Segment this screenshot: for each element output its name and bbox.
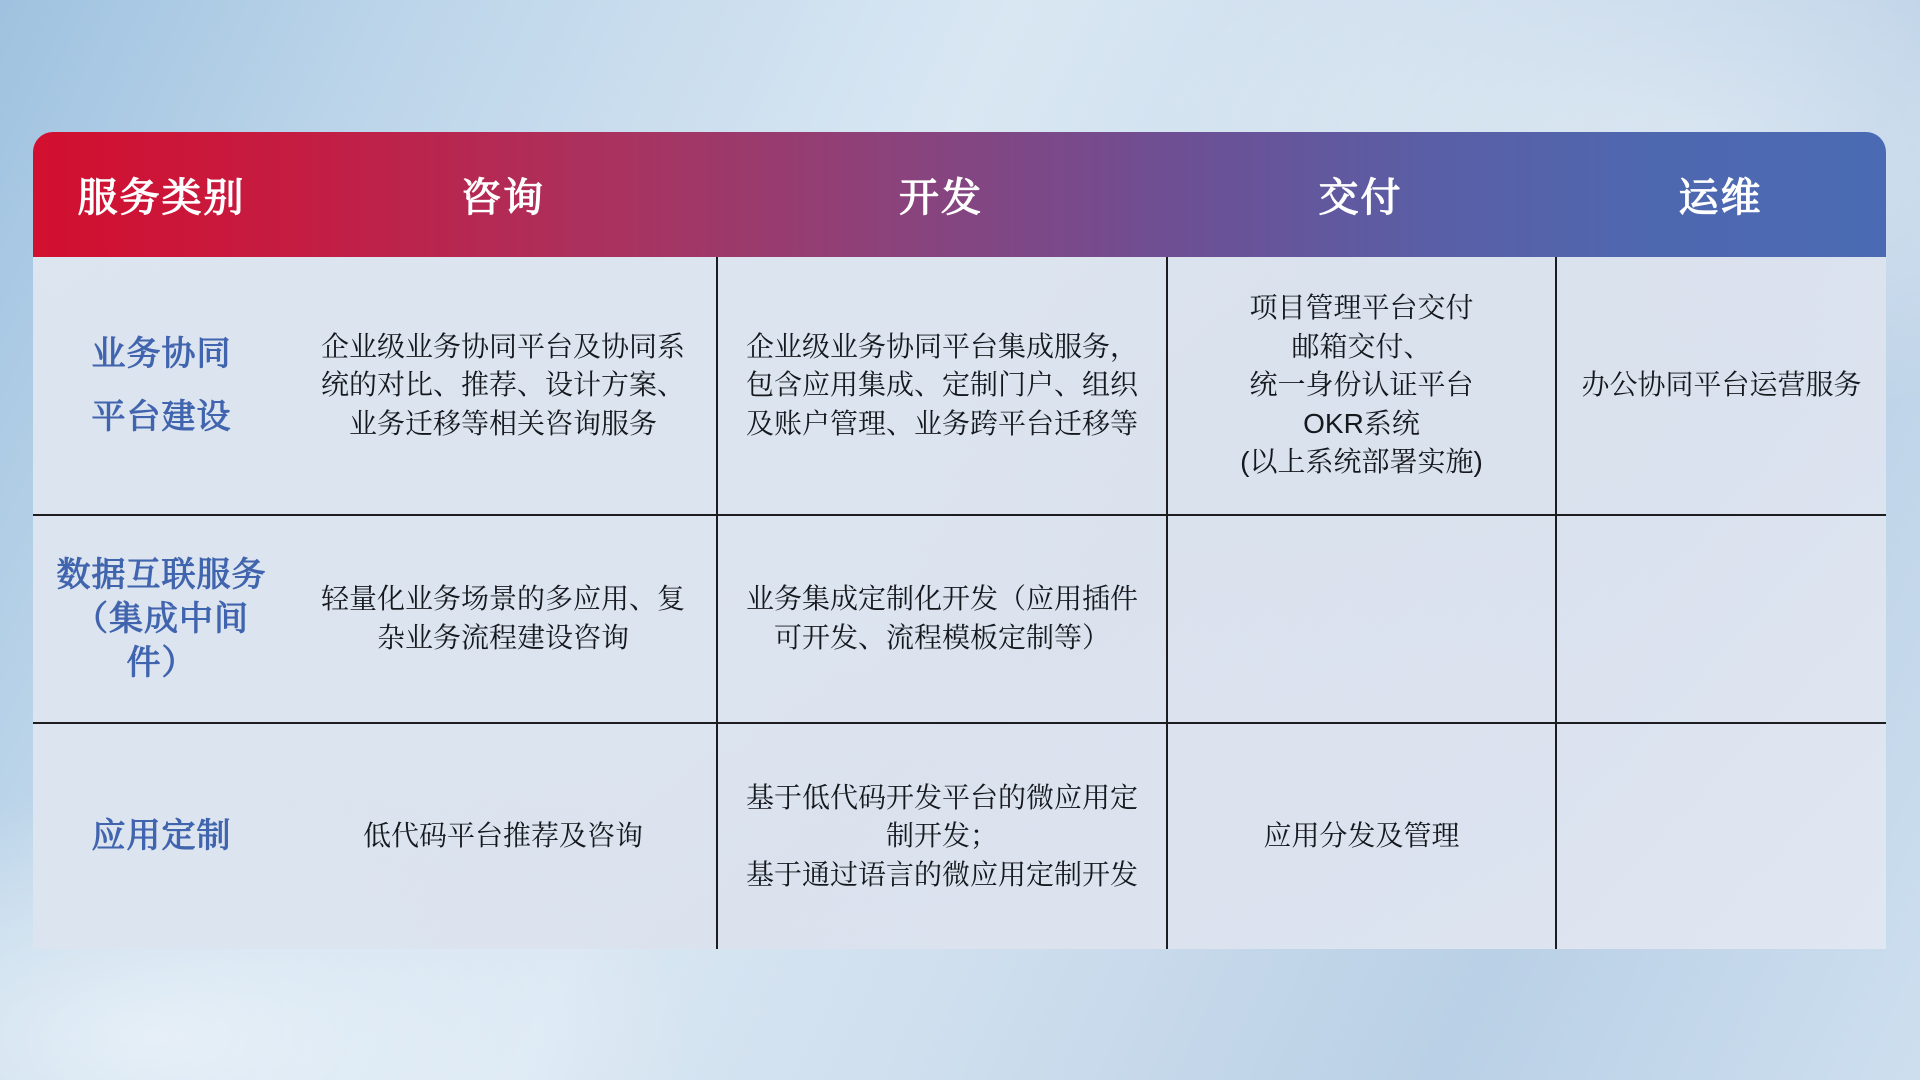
row2-development-cell: 业务集成定制化开发（应用插件可开发、流程模板定制等） [716, 514, 1166, 722]
header-service-category: 服务类别 [77, 176, 246, 220]
row2-consulting-cell: 轻量化业务场景的多应用、复杂业务流程建设咨询 [290, 514, 716, 722]
table-body [33, 257, 1886, 949]
row3-consulting-cell: 低代码平台推荐及咨询 [290, 722, 716, 949]
row3-delivery-cell: 应用分发及管理 [1166, 722, 1555, 949]
table-header-row [33, 132, 1886, 257]
row1-development-cell: 企业级业务协同平台集成服务，包含应用集成、定制门户、组织及账户管理、业务跨平台迁移等 [716, 257, 1166, 514]
row1-delivery-cell: 项目管理平台交付 邮箱交付、 统一身份认证平台 OKR系统 (以上系统部署实施) [1166, 257, 1555, 514]
row1-operations-cell: 办公协同平台运营服务 [1555, 257, 1886, 514]
row3-category-label: 应用定制 [33, 722, 290, 949]
row3-operations-cell [1555, 722, 1886, 949]
row3-development-cell: 基于低代码开发平台的微应用定制开发； 基于通过语言的微应用定制开发 [716, 722, 1166, 949]
row2-delivery-cell [1166, 514, 1555, 722]
service-matrix-table [33, 132, 1886, 949]
header-operations: 运维 [1678, 176, 1763, 220]
header-consulting: 咨询 [461, 176, 545, 220]
header-delivery: 交付 [1318, 176, 1403, 220]
row1-category-label: 业务协同 平台建设 [91, 334, 232, 436]
header-development: 开发 [899, 176, 983, 220]
row2-category-label: 数据互联服务 （集成中间件） [33, 514, 290, 722]
row2-operations-cell [1555, 514, 1886, 722]
row1-consulting-cell: 企业级业务协同平台及协同系统的对比、推荐、设计方案、业务迁移等相关咨询服务 [320, 330, 685, 439]
